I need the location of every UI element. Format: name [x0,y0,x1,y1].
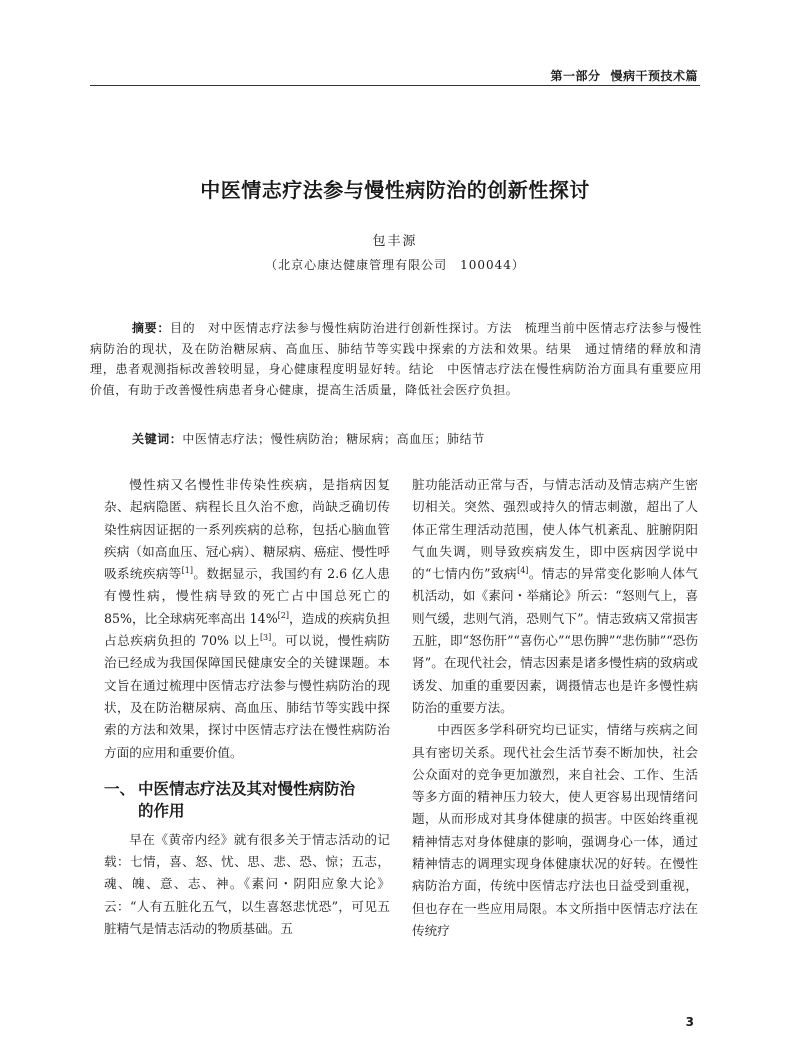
citation-2: [2] [277,610,289,620]
running-head-section: 慢病干预技术篇 [610,69,698,83]
citation-4: [4] [517,566,529,575]
running-head [550,67,698,84]
abstract-label: 摘要： [132,321,171,335]
citation-3: [3] [259,632,272,642]
running-head-part: 第一部分 [550,69,601,83]
intro-paragraph [104,474,390,764]
section-title-line1: 中医情志疗法及其对慢性病防治 [138,779,356,798]
abstract-text: 目的 对中医情志疗法参与慢性病防治进行创新性探讨。方法 梳理当前中医情志疗法参与慢性病防治的现状，及在防治糖尿病、高血压、肺结节等实践中探索的方法和效果。结果 通过情绪的释放和清理，患者观测指标改善较明显，身心健康程度明显好转。结论 中医情志疗法在慢性病防治方面具有重要应用价值，有助于改善慢性病患者身心健康，提高生活质量，降低社会医疗负担。 [90,321,702,397]
keywords-text: 中医情志疗法；慢性病防治；糖尿病；高血压；肺结节 [182,432,485,446]
header-rule [90,85,700,86]
section-paragraph-left: 早在《黄帝内经》就有很多关于情志活动的记载：七情，喜、怒、忧、思、悲、恐、惊；五志，魂、魄、意、志、神。《素问・阴阳应象大论》云：“人有五脏化五气，以生喜怒悲忧恐”，可见五脏精气是情志活动的物质基础。五 [104,831,390,937]
cont-text-a: 脏功能活动正常与否，与情志活动及情志病产生密切相关。突然、强烈或持久的情志刺激，超出了人体正常生理活动范围，使人体气机紊乱、脏腑阴阳气血失调，则导致疾病发生，即中医病因学说中的“七情内伤”致病 [412,477,698,582]
right-column [412,474,698,942]
intro-text-b: 。数据显示，我国约有 2.6 亿人患有慢性病，慢性病导致的死亡占中国总死亡的 85%，比全球病死率高出 14% [104,566,390,626]
citation-1: [1] [181,566,193,575]
article-title: 中医情志疗法参与慢性病防治的创新性探讨 [200,178,590,202]
section-paragraph-right: 中西医多学科研究均已证实，情绪与疾病之间具有密切关系。现代社会生活节奏不断加快，社会公众面对的竞争更加激烈，来自社会、工作、生活等多方面的精神压力较大，使人更容易出现情绪问题，从而形成对其身体健康的损害。中医始终重视精神情志对身体健康的影响，强调身心一体，通过精神情志的调理实现身体健康状况的好转。在慢性病防治方面，传统中医情志疗法也日益受到重视，但也存在一些应用局限。本文所指中医情志疗法在传统疗 [412,722,698,938]
cont-text-b: 。情志的异常变化影响人体气机活动，如《素问・举痛论》所云：“怒则气上，喜则气缓，悲则气消，恐则气下”。情志致病又常损害五脏，即“怒伤肝”“喜伤心”“思伤脾”“悲伤肺”“恐伤肾”。在现代社会，情志因素是诸多慢性病的致病或诱发、加重的重要因素，调摄情志也是许多慢性病防治的重要方法。 [412,566,699,715]
section-heading-1 [104,778,390,822]
intro-text-c: ，造成的疾病负担占总疾病负担的 70% 以上 [104,610,390,649]
continued-paragraph [412,474,698,719]
affiliation: （北京心康达健康管理有限公司 100044） [265,258,525,272]
author: 包丰源 [372,234,418,249]
left-column [104,474,390,940]
intro-text-a: 慢性病又名慢性非传染性疾病，是指病因复杂、起病隐匿、病程长且久治不愈，尚缺乏确切传染性病因证据的一系列疾病的总称，包括心脑血管疾病（如高血压、冠心病）、糖尿病、癌症、慢性呼吸系统疾病等 [104,477,390,582]
section-title-line2: 的作用 [138,801,185,820]
section-number: 一、 [104,779,136,798]
intro-text-d: 。可以说，慢性病防治已经成为我国保障国民健康安全的关键课题。本文旨在通过梳理中医情志疗法参与慢性病防治的现状，及在防治糖尿病、高血压、肺结节等实践中探索的方法和效果，探讨中医情志疗法在慢性病防治方面的应用和重要价值。 [104,633,391,760]
keywords [132,430,702,447]
abstract [90,318,702,400]
page-number: 3 [685,1015,694,1029]
keywords-label: 关键词： [132,432,183,446]
